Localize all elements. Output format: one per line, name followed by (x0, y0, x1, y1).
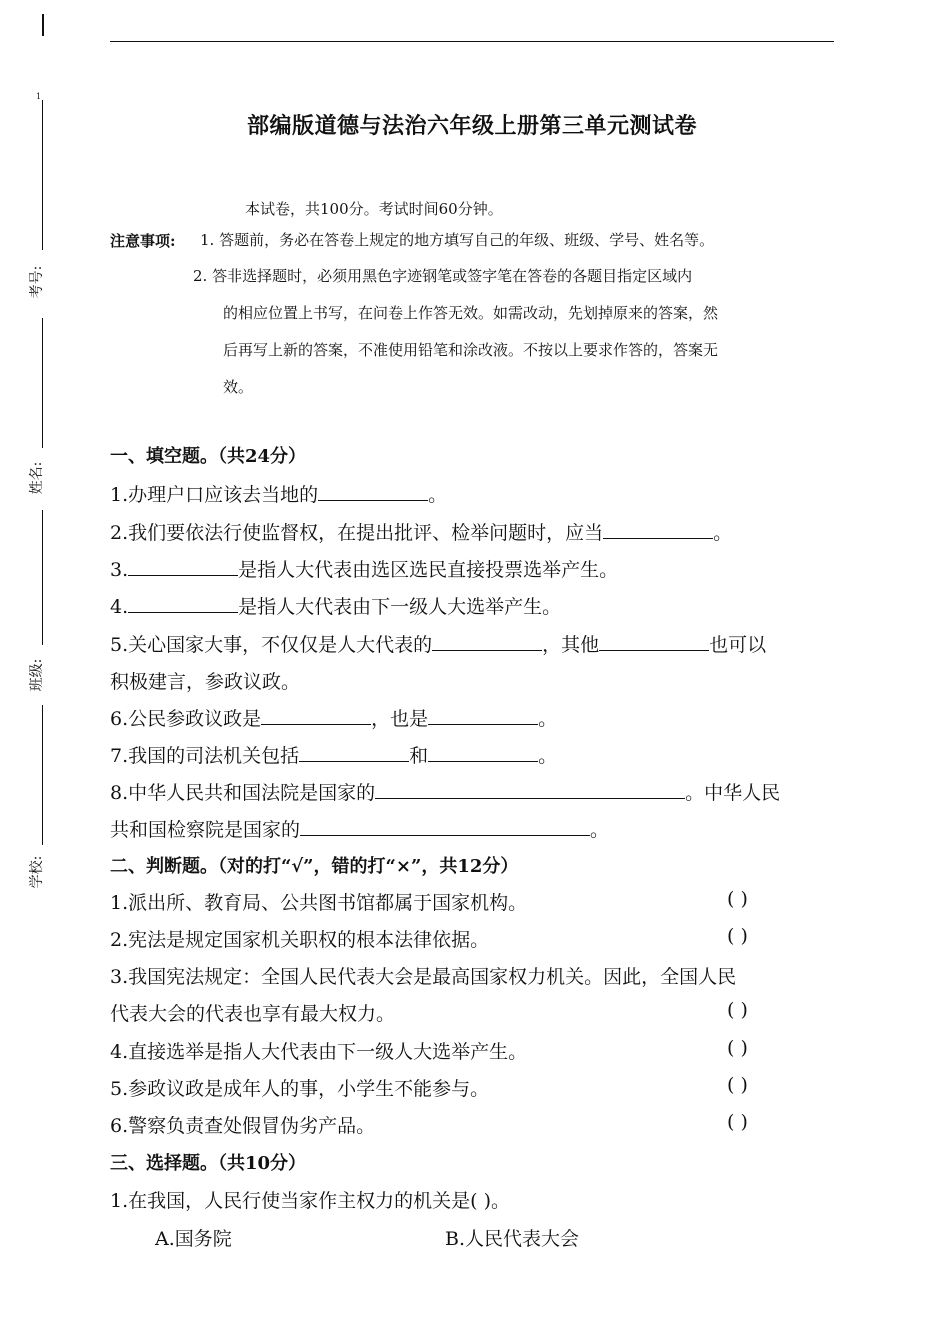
question-2-5: 5.参政议政是成年人的事，小学生不能参与。 (110, 1078, 490, 1100)
question-2-3-cont: 代表大会的代表也享有最大权力。 (110, 1003, 396, 1025)
question-2-3: 3.我国宪法规定：全国人民代表大会是最高国家权力机关。因此，全国人民 (110, 966, 737, 988)
header-rule (110, 41, 834, 42)
corner-mark (42, 14, 44, 36)
notes-heading: 注意事项: (110, 232, 176, 250)
note-item-2: 2. 答非选择题时，必须用黑色字迹钢笔或签字笔在答卷的各题目指定区域内 (193, 267, 693, 285)
answer-blank[interactable] (375, 778, 685, 799)
note-item-1: 1. 答题前，务必在答卷上规定的地方填写自己的年级、班级、学号、姓名等。 (200, 231, 715, 249)
question-2-6: 6.警察负责查处假冒伪劣产品。 (110, 1115, 376, 1137)
question-1-8-cont: 共和国检察院是国家的 。 (110, 815, 609, 842)
question-3-1: 1.在我国，人民行使当家作主权力的机关是( )。 (110, 1190, 510, 1212)
name-label: 姓名: (29, 461, 45, 495)
answer-blank[interactable] (299, 741, 409, 762)
answer-paren[interactable]: ( ) (727, 1111, 748, 1133)
margin-line (42, 705, 43, 845)
question-1-4: 4. 是指人大代表由下一级人大选举产生。 (110, 592, 561, 619)
question-1-8: 8.中华人民共和国法院是国家的 。中华人民 (110, 778, 780, 805)
note-item-2-line: 效。 (223, 378, 254, 396)
option-b[interactable]: B.人民代表大会 (445, 1228, 580, 1250)
margin-line (42, 510, 43, 645)
section-true-false-heading: 二、判断题。（对的打“√”，错的打“×”，共12分） (110, 856, 519, 877)
answer-blank[interactable] (128, 592, 238, 613)
option-a[interactable]: A.国务院 (155, 1228, 232, 1250)
question-1-7: 7.我国的司法机关包括 和 。 (110, 741, 557, 768)
exam-intro: 本试卷，共100分。考试时间60分钟。 (245, 200, 503, 218)
question-2-2: 2.宪法是规定国家机关职权的根本法律依据。 (110, 929, 490, 951)
question-2-4: 4.直接选举是指人大代表由下一级人大选举产生。 (110, 1041, 528, 1063)
answer-blank[interactable] (261, 704, 371, 725)
answer-blank[interactable] (128, 555, 238, 576)
question-1-3: 3. 是指人大代表由选区选民直接投票选举产生。 (110, 555, 618, 582)
note-item-2-line: 的相应位置上书写，在问卷上作答无效。如需改动，先划掉原来的答案，然 (223, 304, 719, 322)
answer-blank[interactable] (428, 704, 538, 725)
question-1-5-cont: 积极建言，参政议政。 (110, 671, 301, 693)
question-1-2: 2.我们要依法行使监督权，在提出批评、检举问题时，应当 。 (110, 518, 732, 545)
margin-line (42, 100, 43, 250)
answer-paren[interactable]: ( ) (727, 888, 748, 910)
school-label: 学校: (29, 855, 45, 889)
answer-paren[interactable]: ( ) (727, 999, 748, 1021)
question-1-1: 1.办理户口应该去当地的 。 (110, 480, 447, 507)
answer-paren[interactable]: ( ) (727, 925, 748, 947)
answer-blank[interactable] (599, 630, 709, 651)
question-1-6: 6.公民参政议政是 ，也是 。 (110, 704, 557, 731)
exam-number-label: 考号: (29, 265, 45, 299)
answer-blank[interactable] (318, 480, 428, 501)
answer-blank[interactable] (428, 741, 538, 762)
note-item-2-line: 后再写上新的答案，不准使用铅笔和涂改液。不按以上要求作答的，答案无 (223, 341, 719, 359)
margin-line (42, 318, 43, 448)
question-2-1: 1.派出所、教育局、公共图书馆都属于国家机构。 (110, 892, 528, 914)
margin-mark: 1 (36, 92, 42, 101)
answer-paren[interactable]: ( ) (727, 1037, 748, 1059)
question-1-5: 5.关心国家大事，不仅仅是人大代表的 ，其他 也可以 (110, 630, 766, 657)
page-title: 部编版道德与法治六年级上册第三单元测试卷 (246, 113, 697, 139)
answer-blank[interactable] (603, 518, 713, 539)
answer-blank[interactable] (432, 630, 542, 651)
section-choice-heading: 三、选择题。（共10分） (110, 1153, 307, 1174)
class-label: 班级: (29, 658, 45, 692)
answer-blank[interactable] (300, 815, 590, 836)
answer-paren[interactable]: ( ) (727, 1074, 748, 1096)
section-fill-blank-heading: 一、填空题。（共24分） (110, 446, 307, 467)
